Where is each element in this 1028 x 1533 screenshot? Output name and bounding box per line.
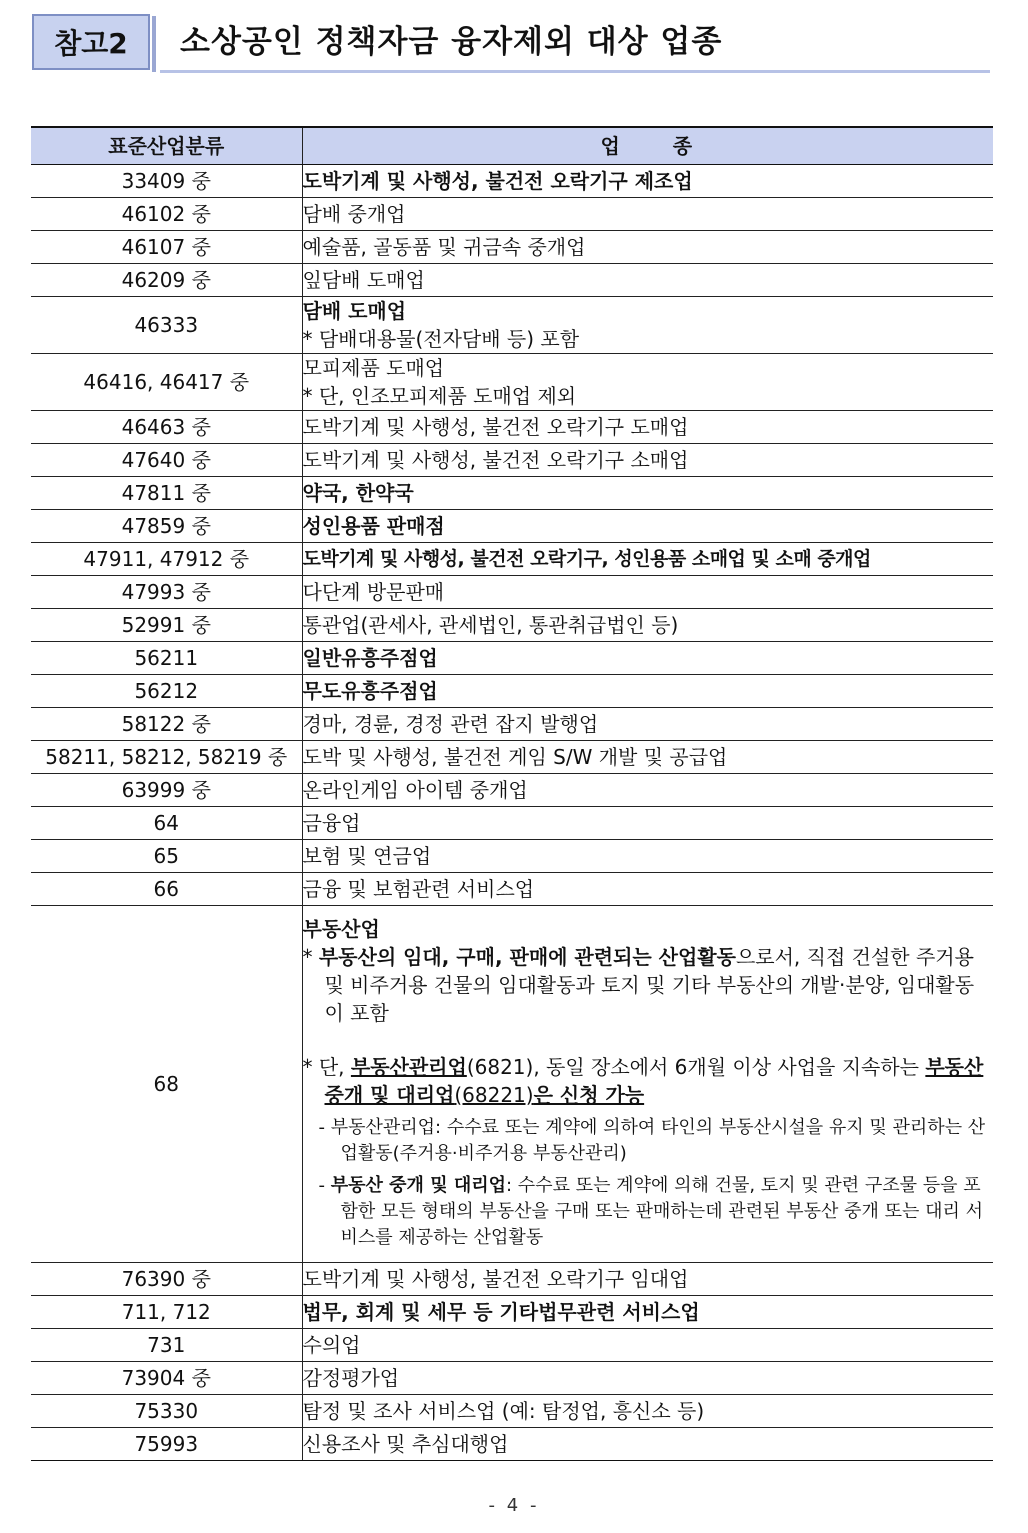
row-desc: 온라인게임 아이템 중개업 [302, 774, 993, 807]
row-code: 56211 [31, 642, 302, 675]
table-row [31, 1329, 993, 1362]
row-code: 33409 중 [31, 165, 302, 198]
row-desc: 금융업 [302, 807, 993, 840]
row-desc: 다단계 방문판매 [302, 576, 993, 609]
row-code: 58122 중 [31, 708, 302, 741]
row-code: 75993 [31, 1428, 302, 1461]
row-desc: 도박기계 및 사행성, 불건전 오락기구 임대업 [302, 1263, 993, 1296]
table-row [31, 840, 993, 873]
row-code: 66 [31, 873, 302, 906]
table-header-row [31, 127, 993, 165]
table-row [31, 675, 993, 708]
page-number: - 4 - [488, 1495, 540, 1516]
row-desc: 신용조사 및 추심대행업 [302, 1428, 993, 1461]
row-code: 47640 중 [31, 444, 302, 477]
row-code: 63999 중 [31, 774, 302, 807]
row-desc: 금융 및 보험관련 서비스업 [302, 873, 993, 906]
row-code: 76390 중 [31, 1263, 302, 1296]
row-code: 75330 [31, 1395, 302, 1428]
row-code: 68 [31, 906, 302, 1263]
row-desc: 일반유흥주점업 [302, 642, 993, 675]
tag-shadow [152, 16, 156, 72]
table-row [31, 354, 993, 411]
table-row [31, 1395, 993, 1428]
table-row [31, 411, 993, 444]
table-row [31, 873, 993, 906]
table-row [31, 198, 993, 231]
row-code: 46463 중 [31, 411, 302, 444]
row-code: 64 [31, 807, 302, 840]
row-code: 73904 중 [31, 1362, 302, 1395]
spacer [303, 1027, 994, 1053]
table-row [31, 708, 993, 741]
row-code: 52991 중 [31, 609, 302, 642]
table-row [31, 609, 993, 642]
row-desc: 성인용품 판매점 [302, 510, 993, 543]
table-row [31, 576, 993, 609]
row-desc-main: 담배 도매업 [302, 299, 407, 323]
table-row [31, 444, 993, 477]
row-code: 46416, 46417 중 [31, 354, 302, 411]
row-code: 47911, 47912 중 [31, 543, 302, 576]
table-row [31, 1362, 993, 1395]
table-row [31, 642, 993, 675]
row-desc [302, 297, 993, 354]
real-estate-note-1: * 부동산의 임대, 구매, 판매에 관련되는 산업활동으로서, 직접 건설한 주거용 및 비주거용 건물의 임대활동과 토지 및 기타 부동산의 개발·분양, 임대활동이 포함 [302, 945, 975, 1025]
column-header-code: 표준산업분류 [31, 127, 302, 165]
row-desc: 경마, 경륜, 경정 관련 잡지 발행업 [302, 708, 993, 741]
row-code: 65 [31, 840, 302, 873]
row-desc: 감정평가업 [302, 1362, 993, 1395]
reference-tag: 참고2 [32, 14, 150, 70]
row-code: 47993 중 [31, 576, 302, 609]
row-desc: 보험 및 연금업 [302, 840, 993, 873]
excluded-industries-table [31, 126, 993, 1461]
row-desc: 통관업(관세사, 관세법인, 통관취급법인 등) [302, 609, 993, 642]
real-estate-note-2: * 단, 부동산관리업(6821), 동일 장소에서 6개월 이상 사업을 지속하는 부동산 중개 및 대리업(68221)은 신청 가능 [302, 1055, 984, 1107]
row-desc: 무도유흥주점업 [302, 675, 993, 708]
title-underline [160, 70, 990, 73]
row-code: 47859 중 [31, 510, 302, 543]
row-desc: 도박기계 및 사행성, 불건전 오락기구 도매업 [302, 411, 993, 444]
page-title: 소상공인 정책자금 융자제외 대상 업종 [180, 24, 723, 60]
table-row [31, 741, 993, 774]
row-desc: 수의업 [302, 1329, 993, 1362]
row-code: 46209 중 [31, 264, 302, 297]
real-estate-sub-1: - 부동산관리업: 수수료 또는 계약에 의하여 타인의 부동산시설을 유지 및 관리하는 산업활동(주거용·비주거용 부동산관리) [318, 1117, 986, 1164]
table-row [31, 1263, 993, 1296]
row-desc: 예술품, 골동품 및 귀금속 중개업 [302, 231, 993, 264]
table-row [31, 807, 993, 840]
row-desc: 도박 및 사행성, 불건전 게임 S/W 개발 및 공급업 [302, 741, 993, 774]
table-row [31, 543, 993, 576]
real-estate-sub-2: - 부동산 중개 및 대리업: 수수료 또는 계약에 의해 건물, 토지 및 관련 구조물 등을 포함한 모든 형태의 부동산을 구매 또는 판매하는데 관련된 부동산 중개 또는 대리 서비스를 제공하는 산업활동 [318, 1175, 983, 1248]
row-code: 46102 중 [31, 198, 302, 231]
table-row-real-estate [31, 906, 993, 1263]
table-row [31, 1296, 993, 1329]
row-desc-main: 부동산업 [302, 917, 380, 941]
row-code: 47811 중 [31, 477, 302, 510]
row-desc: 도박기계 및 사행성, 불건전 오락기구, 성인용품 소매업 및 소매 중개업 [302, 543, 993, 576]
row-desc: 담배 중개업 [302, 198, 993, 231]
row-desc-note: * 단, 인조모피제품 도매업 제외 [302, 384, 577, 408]
table-row [31, 165, 993, 198]
row-desc: 잎담배 도매업 [302, 264, 993, 297]
table-row [31, 774, 993, 807]
row-desc [302, 906, 993, 1263]
row-desc [302, 354, 993, 411]
table-row [31, 510, 993, 543]
row-desc-main: 모피제품 도매업 [302, 356, 445, 380]
table-row [31, 477, 993, 510]
row-desc: 약국, 한약국 [302, 477, 993, 510]
row-desc: 도박기계 및 사행성, 불건전 오락기구 소매업 [302, 444, 993, 477]
row-code: 711, 712 [31, 1296, 302, 1329]
row-desc: 탐정 및 조사 서비스업 (예: 탐정업, 흥신소 등) [302, 1395, 993, 1428]
row-desc: 법무, 회계 및 세무 등 기타법무관련 서비스업 [302, 1296, 993, 1329]
table-row [31, 1428, 993, 1461]
column-header-desc [302, 127, 993, 165]
row-desc: 도박기계 및 사행성, 불건전 오락기구 제조업 [302, 165, 993, 198]
row-code: 56212 [31, 675, 302, 708]
table-row [31, 264, 993, 297]
row-desc-note: * 담배대용물(전자담배 등) 포함 [302, 327, 580, 351]
table-row [31, 231, 993, 264]
row-code: 46107 중 [31, 231, 302, 264]
page-header [32, 14, 990, 72]
column-header-desc-text: 업 종 [600, 134, 696, 158]
row-code: 58211, 58212, 58219 중 [31, 741, 302, 774]
row-code: 731 [31, 1329, 302, 1362]
row-code: 46333 [31, 297, 302, 354]
table-row [31, 297, 993, 354]
